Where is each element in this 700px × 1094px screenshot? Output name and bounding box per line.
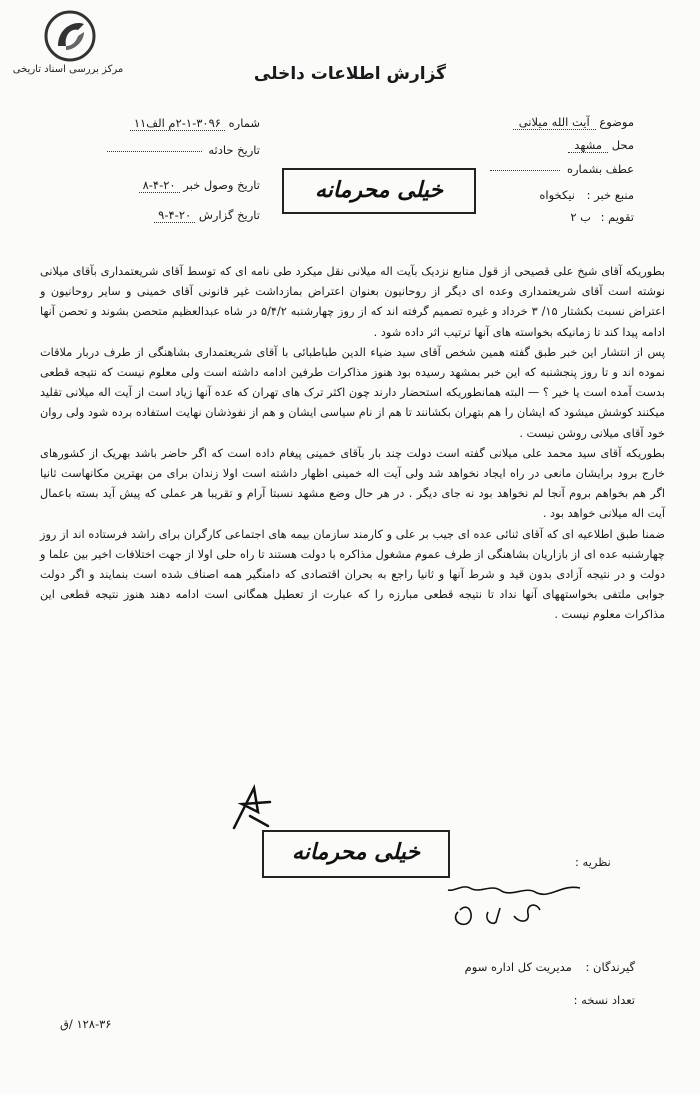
copies-field bbox=[480, 993, 635, 1007]
receipt-date-label: تاریخ وصول خبر bbox=[183, 178, 260, 192]
recipients-label: گیرندگان : bbox=[585, 960, 635, 974]
report-date-field bbox=[70, 208, 260, 222]
source-value: نیکخواه bbox=[539, 188, 575, 202]
number-field bbox=[70, 116, 260, 130]
receipt-date-value: ۲۰-۴-۸ bbox=[139, 178, 180, 193]
archive-logo bbox=[8, 8, 128, 88]
signature-icon bbox=[440, 880, 590, 930]
document-title: گزارش اطلاعات داخلی bbox=[253, 64, 447, 84]
incident-date-label: تاریخ حادثه bbox=[208, 143, 260, 157]
source-field bbox=[539, 188, 634, 202]
rating-label: تقویم : bbox=[600, 210, 634, 224]
recipients-field bbox=[390, 960, 635, 974]
location-value: مشهد bbox=[568, 138, 608, 153]
location-label: محل bbox=[611, 138, 634, 152]
number-value: ۳۰۹۶-۱-۲م الف۱۱ bbox=[130, 116, 225, 131]
attachment-field bbox=[487, 162, 634, 176]
report-body bbox=[40, 262, 665, 626]
location-field bbox=[568, 138, 634, 152]
note-label: نظریه : bbox=[575, 855, 611, 869]
confidential-stamp-top: خیلی محرمانه bbox=[282, 168, 476, 214]
source-label: منبع خبر : bbox=[586, 188, 634, 202]
subject-field bbox=[513, 115, 634, 129]
archive-name: مرکز بررسی اسناد تاریخی bbox=[12, 64, 124, 75]
handwritten-mark-icon bbox=[228, 782, 276, 834]
attachment-dots bbox=[490, 169, 560, 171]
body-paragraph-2: پس از انتشار این خبر طبق گفته همین شخص آقای سید ضیاء الدین طباطبائی با آقای شریعتمداری بشاهنگی از طرف دربار ملاقات نموده اند و تا روز پنجشنبه که این خبر بمشهد رسیده بود هنوز مذاکرات طرفین ادامه داشته است ولی معلوم نیست که نتیجه قطعی بدست آمده است یا خیر ؟ — البته همانطوریکه استحضار دارند چون اکثر ترک های تهران که عده آنها زیاد است از آیت اله میلانی تقلید میکنند کوشش میشود که ایشان را هم بتهران بکشانند تا هم از نام سیاسی ایشان و هم از نفوذشان نهایت استفاده برده شود ولی روان خود آقای میلانی روشن نیست . bbox=[40, 345, 665, 440]
body-paragraph-3: بطوریکه آقای سید محمد علی میلانی گفته است دولت چند بار بآقای خمینی پیغام داده است که اگر حاضر باشد بهریک از کشورهای خارج برود برایشان مانعی در راه ایجاد نخواهد شد ولی آیت اله خمینی اظهار داشته است اولا زندان برای من بهترین مکانهاست ثانیا اگر هم بخواهم بروم آنجا لم نخواهد بود نه جای دیگر . در هر حال وضع مشهد نسبتا آرام و تقریبا هر عملی که پیش آید بسته باعمال آیت اله میلانی خواهد بود . bbox=[40, 446, 665, 521]
receipt-date-field bbox=[70, 178, 260, 192]
report-date-label: تاریخ گزارش bbox=[198, 208, 260, 222]
copies-label: تعداد نسخه : bbox=[573, 993, 635, 1007]
recipients-value: مدیریت کل اداره سوم bbox=[464, 960, 572, 974]
body-paragraph-1: بطوریکه آقای شیخ علی قصیحی از قول منابع نزدیک بآیت اله میلانی نقل میکرد طی نامه ای که توسط آقای شریعتمداری بآقای میلانی نوشته است آقای شریعتمداری وعده ای دیگر از روحانیون بعنوان اعتراض بمازداشت غیر قانونی آقای خمینی و سایر روحانیون و اعتراض نسبت بکشتار ۱۵/ ۳ خرداد و غیره تصمیم گرفته اند که از روز چهارشنبه ۵/۴/۲ در شاه عبدالعظیم متحصن بشوند و تحصن آنها ادامه پیدا کند تا زمانیکه بخواسته های آنها ترتیب اثر داده شود . bbox=[40, 265, 665, 339]
confidential-stamp-bottom: خیلی محرمانه bbox=[262, 830, 450, 878]
rating-value: ب ۲ bbox=[570, 210, 591, 224]
rating-field bbox=[570, 210, 634, 224]
body-paragraph-4: ضمنا طبق اطلاعیه ای که آقای ثنائی عده ای جیب بر علی و کارمند سازمان بیمه های اجتماعی کارگران برای راشد فرستاده اند از روز چهارشنبه عده ای از بازاریان بشاهنگی از طرف عموم مشغول مذاکره با دولت هستند تا راه حلی اولا از جهت اختلافات اخیر بین علما و دولت و در نتیجه آزادی بدون قید و شرط آنها و ثانیا راجع به بحران اقتصادی که دامنگیر همه اصناف شده است بنمایند و اگر دولت جوابی ملتفی بخواستههای آنها نداد تا نتیجه قطعی مبارزه را که عبارت از تعطیل همگانی است ادامه دهند هنوز نتیجه قطعی این مذاکرات معلوم نیست . bbox=[40, 527, 665, 622]
incident-date-field bbox=[70, 143, 260, 157]
attachment-label: عطف بشماره bbox=[566, 162, 634, 176]
number-label: شماره bbox=[228, 116, 260, 130]
subject-label: موضوع bbox=[599, 115, 634, 129]
footer-code: ۱۲۸-۳۶ /ق bbox=[60, 1017, 112, 1031]
incident-date-dots bbox=[107, 150, 202, 152]
archive-emblem-icon bbox=[44, 10, 96, 62]
subject-value: آیت الله میلانی bbox=[513, 115, 596, 130]
report-date-value: ۲۰-۴-۹ bbox=[154, 208, 195, 223]
